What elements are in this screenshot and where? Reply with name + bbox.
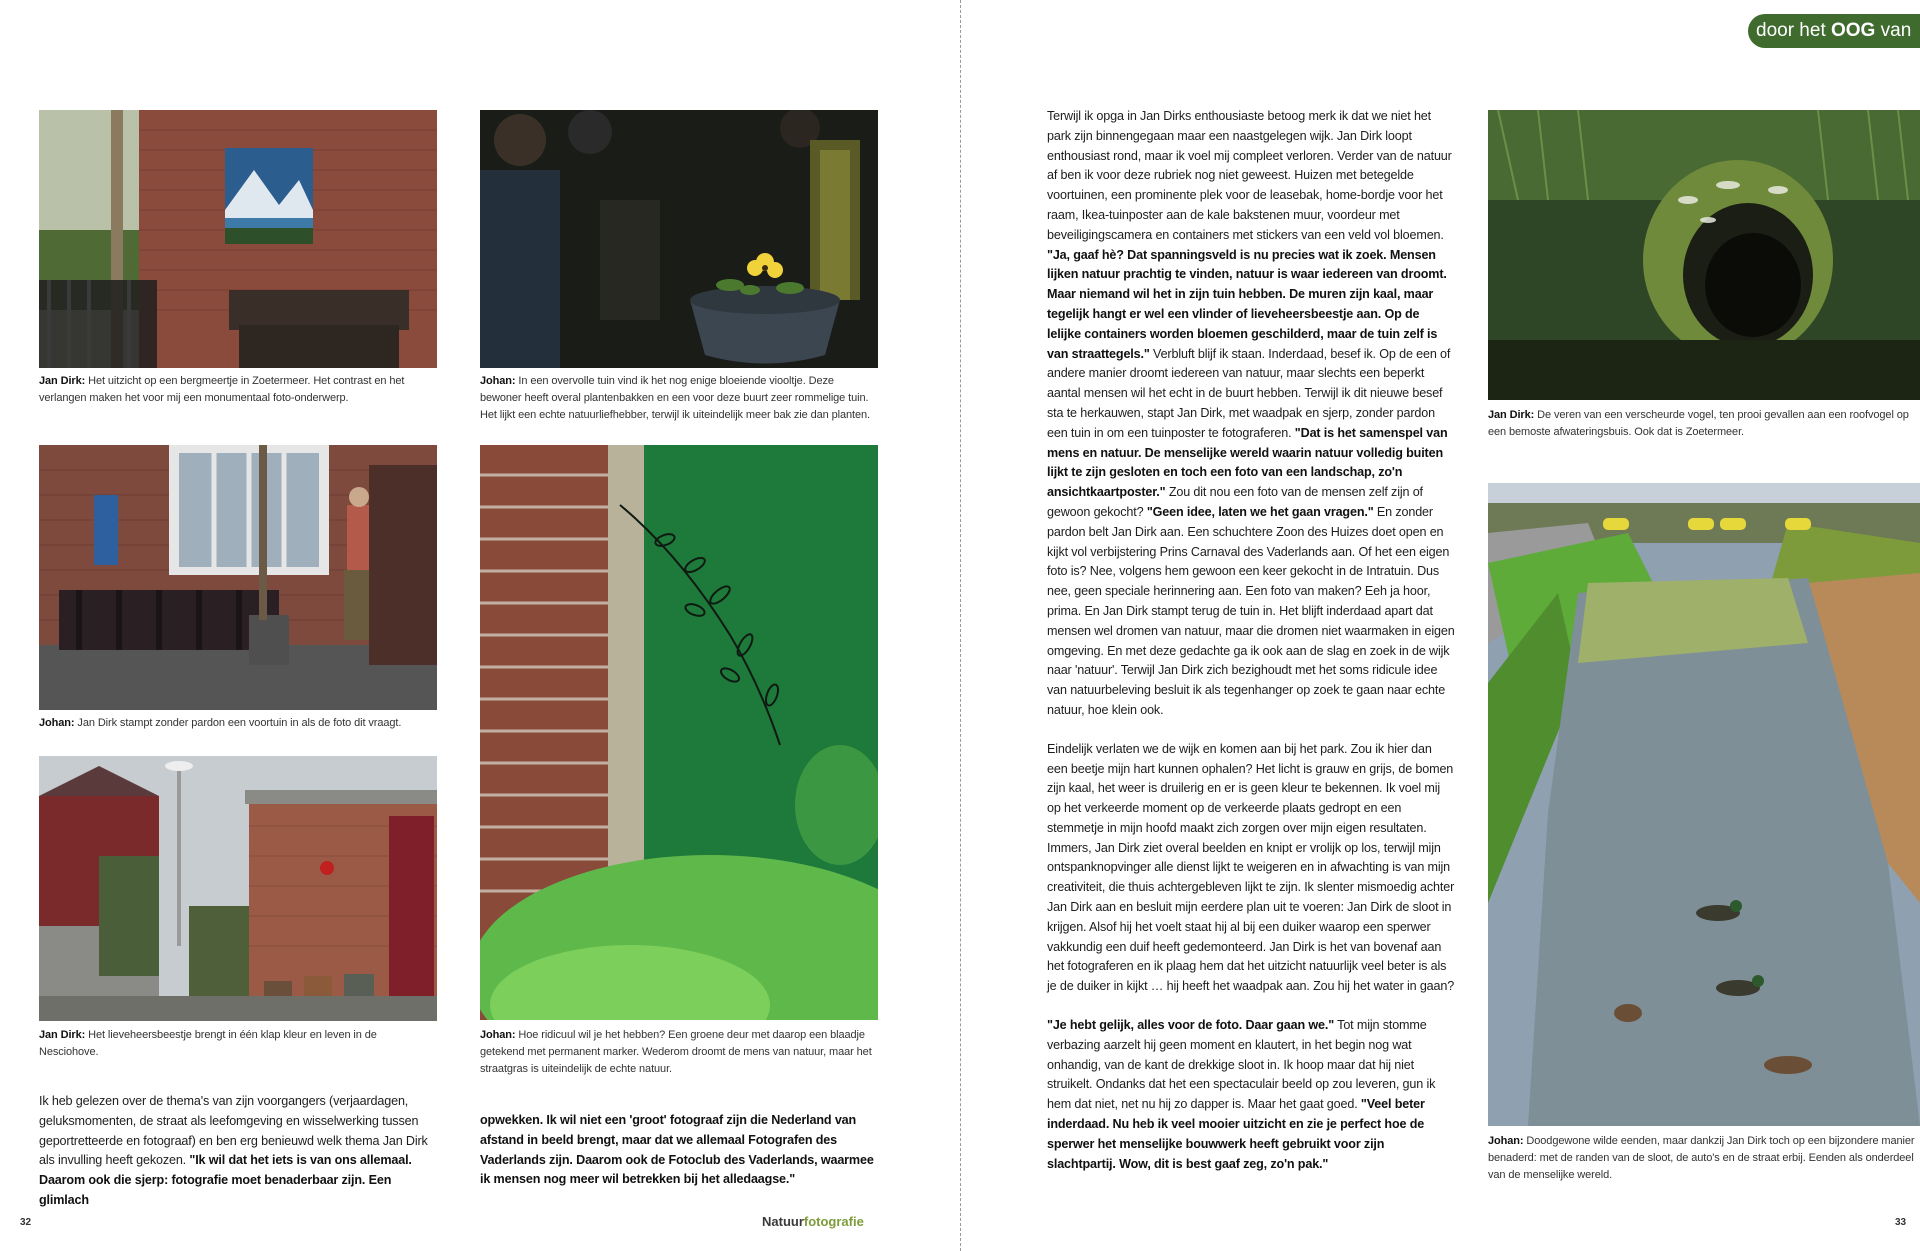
- caption-photo-6: Jan Dirk: De veren van een verscheurde vogel, ten prooi gevallen aan een roofvogel op een bemoste afwateringsbuis. Ook dat is Zoetermeer.: [1488, 409, 1909, 438]
- photo-garden-pansy: [480, 110, 878, 368]
- right-page: [961, 0, 1920, 1251]
- photo-mossy-drain-pipe: [1488, 110, 1920, 400]
- right-body-column: Terwijl ik opga in Jan Dirks enthousiaste betoog merk ik dat we niet het park zijn binnengegaan maar een naastgelegen wijk. Jan Dirk loopt enthousiast rond, maar ik voel mij compleet verloren. Verder van de natuur af ben ik voor deze rubriek nog niet geweest. Huizen met betegelde voortuinen, een prominente plek voor de leasebak, home-bordje voor het raam, Ikea-tuinposter aan de kale bakstenen muur, voordeur met beveiligingscamera en containers met stickers van een veld vol bloemen. "Ja, gaaf hè? Dat spanningsveld is nu precies wat ik zoek. Mensen lijken natuur prachtig te vinden, natuur is waar iedereen van droomt. Maar niemand wil het in zijn tuin hebben. De muren zijn kaal, maar tegelijk hangt er wel een vlinder of lieveheersbeestje aan. Op de lelijke containers worden bloemen geschilderd, maar de tuin zelf is van straattegels." Verbluft blijf ik staan. Inderdaad, besef ik. Op de een of andere manier droomt iedereen van natuur, maar slechts een beperkt aantal mensen wil het echt in de buurt hebben. Terwijl ik dit nieuwe besef sta te herkauwen, stapt Jan Dirk, met waadpak en sjerp, zonder pardon een tuin in om een tuinposter te fotograferen. "Dat is het samenspel van mens en natuur. De menselijke wereld waarin natuur volledig buiten lijkt te zijn gesloten en toch een foto van een landschap, zo'n ansichtkaartposter." Zou dit nou een foto van de mensen zelf zijn of gewoon gekocht? "Geen idee, laten we het gaan vragen." En zonder pardon belt Jan Dirk aan. Een schuchtere Zoon des Huizes doet open en kijkt vol verbijstering Prins Carnaval des Vaderlands aan. Of het een eigen foto is? Nee, volgens hem gewoon een keer gekocht in de Intratuin. Dus nee, geen speciale herinnering aan. Een foto van maken? Eeh ja hoor, prima. En Jan Dirk stampt terug de tuin in. Het blijft inderdaad apart dat mensen wel dromen van natuur, maar die dromen niet waarmaken in eigen omgeving. En met deze gedachte ga ik ook aan de slag en zoek in de wijk naar 'natuur'. Terwijl Jan Dirk zich bezighoudt met het soms ridicule idee van natuurbeleving besluit ik als tegenhanger op zoek te gaan naar echte natuur, hoe klein ook. Eindelijk verlaten we de wijk en komen aan bij het park. Zou ik hier dan een beetje mijn hart kunnen ophalen? Het licht is grauw en grijs, de bomen zijn kaal, het weer is druilerig en er is geen kleur te bekennen. Ik voel mij op het verkeerde moment op de verkeerde plaats gedropt en een stemmetje in mijn hoofd maakt zich zorgen over mijn eigen resultaten. Immers, Jan Dirk ziet overal beelden en knipt er vrolijk op los, terwijl mijn ontspanknopvinger alle dienst lijkt te weigeren en in afwachting is van mijn creativiteit, die thuis achtergebleven lijkt te zijn. Ik slenter mismoedig achter Jan Dirk aan en besluit mijn eerdere plan uit te voeren: Jan Dirk de sloot in krijgen. Alsof hij het voelt staat hij al bij een duiker waarop een sperwer vakkundig een duif heeft gedemonteerd. Jan Dirk is het van bovenaf aan het fotograferen en ik plaag hem dat het uitzicht natuurlijk veel beter is als je de duiker in kijkt … hij heeft het waadpak aan. Zou hij het water in gaan? "Je hebt gelijk, alles voor de foto. Daar gaan we." Tot mijn stomme verbazing aarzelt hij geen moment en klautert, in het begin nog wat onhandig, van de kant de drekkige sloot in. Ik hoop maar dat hij niet struikelt. Ondanks dat het een spectaculair beeld op zou leveren, gun ik hem dat niet, net nu hij zo dapper is. Maar het gaat goed. "Veel beter inderdaad. Nu heb ik veel mooier uitzicht en zie je perfect hoe de sperwer het menselijke bouwwerk heeft gebruikt voor zijn slachtpartij. Wow, dit is best gaaf zeg, zo'n pak.": [1047, 109, 1455, 1171]
- photo-ditch-ducks: [1488, 483, 1920, 1126]
- caption-photo-1: Jan Dirk: Het uitzicht op een bergmeertje in Zoetermeer. Het contrast en het verlangen maken het voor mij een monumentaal foto-onderwerp.: [39, 375, 405, 404]
- caption-photo-2: Johan: In een overvolle tuin vind ik het nog enige bloeiende viooltje. Deze bewoner heeft overal plantenbakken en een voor deze buurt zeer rommelige tuin. Het lijkt een echte natuurliefhebber, terwijl ik uiteindelijk meer bak zie dan planten.: [480, 375, 870, 421]
- page-number-left: 32: [20, 1217, 32, 1228]
- photo-brick-wall-poster: [39, 110, 437, 368]
- left-body-column-1: Ik heb gelezen over de thema's van zijn voorgangers (verjaardagen, geluksmomenten, de straat als leefomgeving en wisselwerking tussen geportretteerde en fotograaf) en ben erg benieuwd welk thema Jan Dirk als invulling heeft gekozen. "Ik wil dat het iets is van ons allemaal. Daarom ook die sjerp: fotografie moet benaderbaar zijn. Een glimlach: [39, 1094, 428, 1207]
- magazine-brand: Natuurfotografie: [762, 1214, 864, 1229]
- section-rubric-badge: door het OOG van: [1748, 14, 1920, 48]
- photo-photographer-front-garden: [39, 445, 437, 710]
- caption-photo-7: Johan: Doodgewone wilde eenden, maar dankzij Jan Dirk toch op een bijzondere manier benaderd: met de randen van de sloot, de auto's en de straat erbij. Eenden als onderdeel van de menselijke wereld.: [1488, 1135, 1915, 1181]
- caption-photo-5: Johan: Hoe ridicuul wil je het hebben? Een groene deur met daarop een blaadje getekend met permanent marker. Wederom droomt de mens van natuur, maar het straatgras is uiteindelijk de echte natuur.: [480, 1029, 872, 1075]
- photo-green-door-drawing: [480, 445, 878, 1020]
- caption-photo-3: Johan: Jan Dirk stampt zonder pardon een voortuin in als de foto dit vraagt.: [39, 717, 402, 729]
- page-number-right: 33: [1895, 1217, 1907, 1228]
- left-body-column-2: opwekken. Ik wil niet een 'groot' fotograaf zijn die Nederland van afstand in beeld brengt, maar dat we allemaal Fotografen des Vaderlands zijn. Daarom ook de Fotoclub des Vaderlands, waarmee ik mensen nog meer wil betrekken bij het alledaagse.": [480, 1113, 874, 1187]
- caption-photo-4: Jan Dirk: Het lieveheersbeestje brengt in één klap kleur en leven in de Nesciohove.: [39, 1029, 377, 1058]
- photo-shed-ladybug: [39, 756, 437, 1021]
